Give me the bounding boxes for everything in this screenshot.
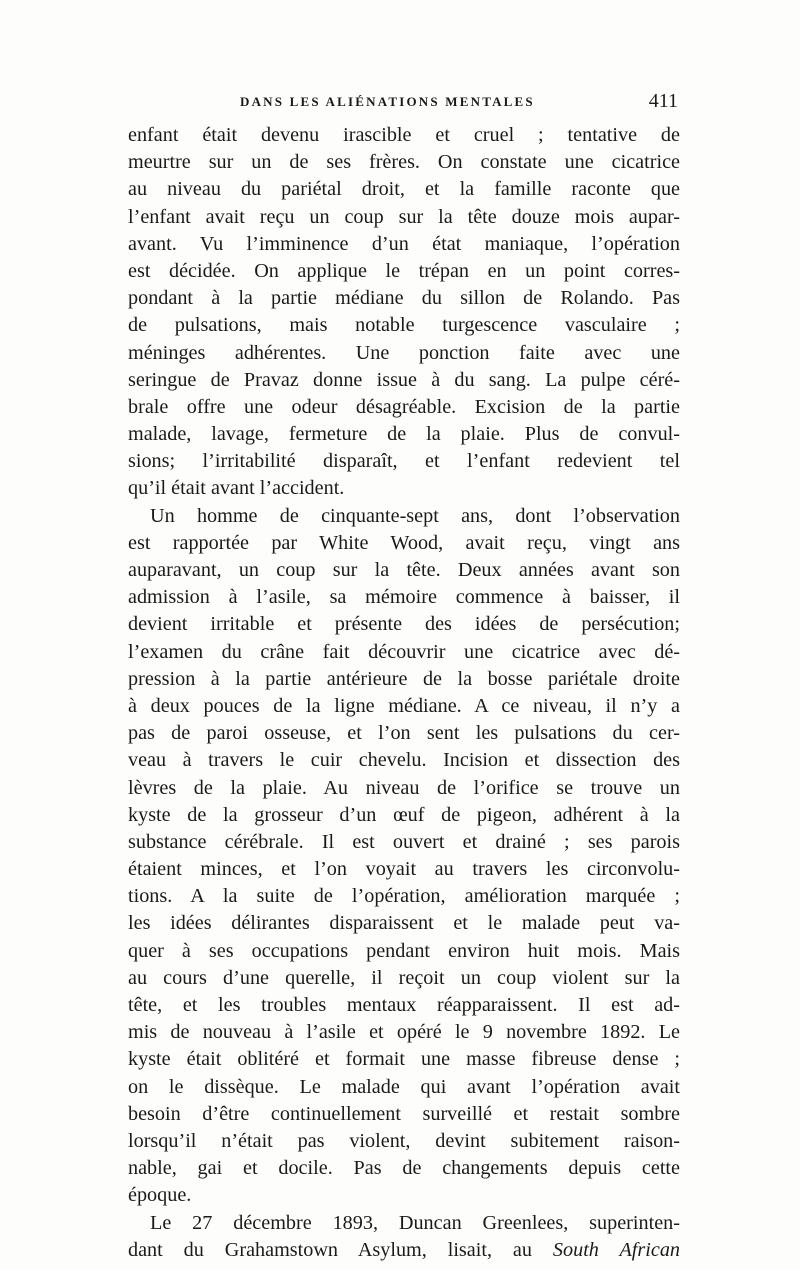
paragraph-end-line: qu’il était avant l’accident. (128, 477, 345, 500)
text-line: besoin d’être continuellement surveillé et restait sombre (128, 1102, 680, 1125)
text-line: mis de nouveau à l’asile et opéré le 9 novembre 1892. Le (128, 1021, 680, 1044)
text-line: substance cérébrale. Il est ouvert et drainé ; ses parois (128, 830, 680, 853)
text-line: pas de paroi osseuse, et l’on sent les pulsations du cer- (128, 722, 680, 745)
text-line: tête, et les troubles mentaux réapparaissent. Il est ad- (128, 994, 680, 1016)
text-line: malade, lavage, fermeture de la plaie. Plus de convul- (128, 423, 680, 446)
text-line: au cours d’une querelle, il reçoit un coup violent sur la (128, 966, 680, 989)
text-line: les idées délirantes disparaissent et le malade peut va- (128, 912, 680, 935)
text-line: méninges adhérentes. Une ponction faite avec une (128, 341, 680, 364)
final-line-text: dant du Grahamstown Asylum, lisait, au (128, 1238, 532, 1261)
text-line: auparavant, un coup sur la tête. Deux années avant son (128, 559, 680, 581)
text-line: avant. Vu l’imminence d’un état maniaque, l’opération (128, 232, 680, 255)
text-line: veau à travers le cuir chevelu. Incision et dissection des (128, 749, 680, 772)
text-line: étaient minces, et l’on voyait au travers les circonvolu- (128, 858, 680, 881)
text-line: de pulsations, mais notable turgescence vasculaire ; (128, 314, 680, 337)
text-line: on le dissèque. Le malade qui avant l’opération avait (128, 1075, 680, 1098)
text-line: l’enfant avait reçu un coup sur la tête douze mois aupar- (128, 205, 680, 228)
text-line: sions; l’irritabilité disparaît, et l’enfant redevient tel (128, 450, 680, 473)
text-line: l’examen du crâne fait découvrir une cicatrice avec dé- (128, 640, 680, 663)
text-line: admission à l’asile, sa mémoire commence à baisser, il (128, 586, 680, 609)
page-number: 411 (648, 90, 678, 112)
running-head (128, 90, 680, 116)
italic-title: South African (552, 1238, 680, 1261)
running-title: DANS LES ALIÉNATIONS MENTALES (240, 94, 535, 109)
text-line: est décidée. On applique le trépan en un point corres- (128, 259, 680, 282)
text-line: quer à ses occupations pendant environ huit mois. Mais (128, 939, 680, 962)
text-line: brale offre une odeur désagréable. Excision de la partie (128, 395, 680, 418)
text-line: kyste était oblitéré et formait une masse fibreuse dense ; (128, 1048, 680, 1071)
text-line: kyste de la grosseur d’un œuf de pigeon, adhérent à la (128, 803, 680, 826)
text-line-final (128, 1237, 680, 1264)
paragraph-end-line: époque. (128, 1184, 192, 1207)
text-line: nable, gai et docile. Pas de changements depuis cette (128, 1157, 680, 1180)
text-line: lèvres de la plaie. Au niveau de l’orifice se trouve un (128, 776, 680, 799)
text-line: à deux pouces de la ligne médiane. A ce niveau, il n’y a (128, 694, 680, 717)
text-line: pression à la partie antérieure de la bosse pariétale droite (128, 667, 680, 690)
text-line: meurtre sur un de ses frères. On constate une cicatrice (128, 151, 680, 174)
text-line: tions. A la suite de l’opération, amélioration marquée ; (128, 885, 680, 908)
text-line: pondant à la partie médiane du sillon de Rolando. Pas (128, 287, 680, 310)
body-text (128, 122, 680, 1264)
text-line: au niveau du pariétal droit, et la famille raconte que (128, 178, 680, 201)
text-line: seringue de Pravaz donne issue à du sang. La pulpe céré- (128, 368, 680, 391)
text-line: est rapportée par White Wood, avait reçu, vingt ans (128, 531, 680, 554)
text-line: lorsqu’il n’était pas violent, devint subitement raison- (128, 1129, 680, 1152)
text-line: enfant était devenu irascible et cruel ; tentative de (128, 124, 680, 146)
text-line: devient irritable et présente des idées de persécution; (128, 613, 680, 636)
paragraph-start-line: Le 27 décembre 1893, Duncan Greenlees, superinten- (150, 1211, 680, 1234)
paragraph-start-line: Un homme de cinquante-sept ans, dont l’observation (150, 504, 680, 527)
